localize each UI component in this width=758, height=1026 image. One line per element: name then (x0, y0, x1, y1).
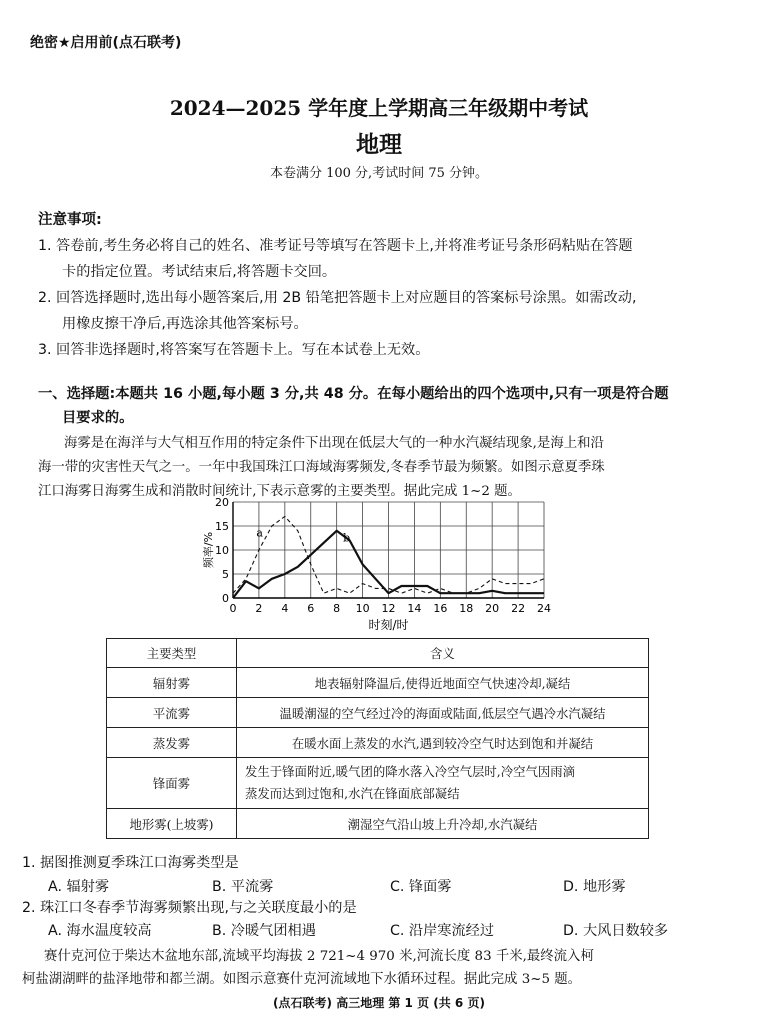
x-tick-label: 8 (333, 602, 341, 615)
meaning-line: 发生于锋面附近,暖气团的降水落入冷空气层时,冷空气因雨滴 (245, 764, 576, 779)
page-footer: (点石联考) 高三地理 第 1 页 (共 6 页) (273, 996, 485, 1010)
exam-title: 2024—2025 学年度上学期高三年级期中考试 (169, 96, 589, 120)
notice-line: 用橡皮擦干净后,再选涂其他答案标号。 (62, 316, 308, 332)
x-tick-label: 0 (229, 602, 237, 615)
y-tick-label: 10 (215, 544, 229, 557)
series-label-b: b (343, 531, 351, 545)
option-2d: D. 大风日数较多 (563, 923, 669, 939)
x-tick-label: 12 (381, 602, 396, 615)
table-cell-meaning (237, 758, 649, 809)
table-header: 含义 (237, 639, 649, 668)
x-tick-label: 18 (459, 602, 474, 615)
notice-line: 3. 回答非选择题时,将答案写在答题卡上。写在本试卷上无效。 (38, 342, 430, 358)
option-2c: C. 沿岸寒流经过 (390, 923, 495, 939)
table-header: 主要类型 (107, 639, 237, 668)
table-cell-type: 锋面雾 (107, 758, 237, 809)
x-tick-label: 6 (307, 602, 315, 615)
passage2-line: 柯盐湖湖畔的盐泽地带和都兰湖。如图示意赛什克河流域地下水循环过程。据此完成 3~5 题。 (22, 972, 582, 987)
meaning-line: 蒸发而达到过饱和,水汽在锋面底部凝结 (245, 786, 460, 801)
x-tick-label: 22 (511, 602, 526, 615)
table-row (107, 728, 649, 758)
chart-grid (233, 502, 544, 598)
table-cell-type: 平流雾 (107, 698, 237, 728)
x-tick-label: 2 (255, 602, 263, 615)
chart-labels (201, 496, 551, 632)
fog-time-chart (196, 494, 568, 636)
table-row (107, 758, 649, 809)
notice-line: 2. 回答选择题时,选出每小题答案后,用 2B 铅笔把答题卡上对应题目的答案标号涂黑。如需改动, (38, 290, 637, 306)
subject-title: 地理 (356, 132, 402, 158)
confidential-label: 绝密★启用前(点石联考) (30, 35, 182, 51)
x-tick-label: 20 (485, 602, 500, 615)
table-cell-meaning: 在暖水面上蒸发的水汽,遇到较冷空气时达到饱和并凝结 (237, 728, 649, 758)
section-heading-cont: 目要求的。 (62, 410, 134, 426)
table-cell-type: 蒸发雾 (107, 728, 237, 758)
table-row (107, 698, 649, 728)
option-2b: B. 冷暖气团相遇 (212, 923, 316, 939)
x-tick-label: 10 (355, 602, 370, 615)
passage-line: 江口海雾日海雾生成和消散时间统计,下表示意雾的主要类型。据此完成 1~2 题。 (38, 484, 521, 499)
y-tick-label: 5 (222, 568, 229, 581)
x-axis-label: 时刻/时 (368, 618, 409, 632)
section-heading: 一、选择题:本题共 16 小题,每小题 3 分,共 48 分。在每小题给出的四个选项中,只有一项是符合题 (38, 386, 669, 402)
table-row (107, 809, 649, 839)
table-cell-meaning: 地表辐射降温后,使得近地面空气快速冷却,凝结 (237, 668, 649, 698)
y-tick-label: 0 (222, 592, 229, 605)
passage-line: 海一带的灾害性天气之一。一年中我国珠江口海域海雾频发,冬春季节最为频繁。如图示意夏季珠 (38, 460, 605, 475)
x-tick-label: 24 (537, 602, 551, 615)
notice-line: 1. 答卷前,考生务必将自己的姓名、准考证号等填写在答题卡上,并将准考证号条形码粘贴在答题 (38, 238, 633, 254)
table-cell-type: 地形雾(上坡雾) (107, 809, 237, 839)
option-1d: D. 地形雾 (563, 879, 626, 895)
option-1b: B. 平流雾 (212, 879, 274, 895)
x-tick-label: 4 (281, 602, 289, 615)
notice-heading: 注意事项: (38, 212, 102, 228)
notice-line: 卡的指定位置。考试结束后,将答题卡交回。 (62, 264, 337, 280)
option-1c: C. 锋面雾 (390, 879, 452, 895)
x-tick-label: 16 (433, 602, 448, 615)
table-row (107, 668, 649, 698)
table-cell-meaning: 温暖潮湿的空气经过冷的海面或陆面,低层空气遇冷水汽凝结 (237, 698, 649, 728)
passage2-line: 赛什克河位于柴达木盆地东部,流域平均海拔 2 721~4 970 米,河流长度 83 千米,最终流入柯 (44, 949, 594, 964)
option-1a: A. 辐射雾 (48, 879, 110, 895)
table-cell-meaning: 潮湿空气沿山坡上升冷却,水汽凝结 (237, 809, 649, 839)
series-label-a: a (256, 526, 263, 540)
table-cell-type: 辐射雾 (107, 668, 237, 698)
question-2-stem: 2. 珠江口冬春季节海雾频繁出现,与之关联度最小的是 (22, 900, 357, 916)
option-2a: A. 海水温度较高 (48, 923, 152, 939)
passage-line: 海雾是在海洋与大气相互作用的特定条件下出现在低层大气的一种水汽凝结现象,是海上和沿 (64, 436, 604, 451)
y-tick-label: 15 (215, 520, 229, 533)
score-info: 本卷满分 100 分,考试时间 75 分钟。 (269, 166, 489, 181)
question-1-stem: 1. 据图推测夏季珠江口海雾类型是 (22, 855, 239, 871)
y-tick-label: 20 (215, 496, 229, 509)
fog-type-table (106, 638, 649, 839)
x-tick-label: 14 (407, 602, 422, 615)
y-axis-label: 频率/% (202, 531, 215, 569)
